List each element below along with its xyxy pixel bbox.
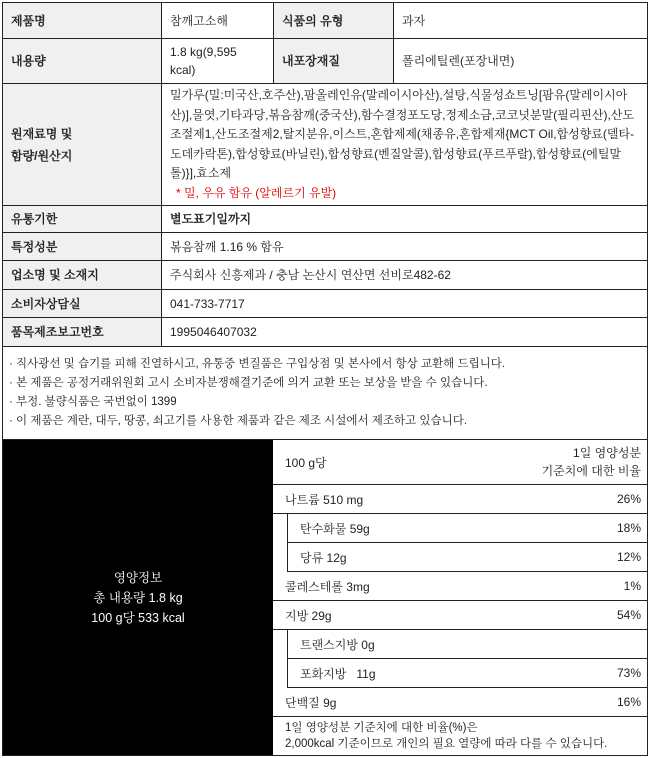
note: · 직사광선 및 습기를 피해 진열하시고, 유통중 변질품은 구입상점 및 본사에서 항상 교환해 드립니다. (9, 358, 506, 370)
value: 1995046407032 (162, 318, 648, 347)
nutrient-pct: 73% (616, 666, 641, 680)
value: 주식회사 신흥제과 / 충남 논산시 연산면 선비로482-62 (162, 261, 648, 290)
nutrient-row (287, 514, 647, 543)
label: 업소명 및 소재지 (3, 261, 162, 290)
nutrient-name: 나트륨 510 mg (285, 492, 364, 507)
value: 볶음참깨 1.16 % 함유 (162, 233, 648, 261)
note: · 부정. 불량식품은 국번없이 1399 (9, 396, 177, 408)
nutrient-row (273, 688, 647, 717)
nutrient-row (273, 572, 647, 601)
nutrition-footnote (273, 717, 647, 755)
header-left: 100 g당 (285, 455, 327, 470)
label: 식품의 유형 (274, 3, 394, 39)
nutrition-header (273, 440, 647, 485)
value: 1.8 kg(9,595 kcal) (162, 39, 274, 84)
nutrient-name: 콜레스테롤 3mg (285, 579, 370, 594)
value: 041-733-7717 (162, 290, 648, 318)
nutrient-row (273, 485, 647, 514)
nutrition-summary (3, 440, 273, 755)
nutrient-row (287, 659, 647, 688)
label: 내포장재질 (274, 39, 394, 84)
label: 소비자상담실 (3, 290, 162, 318)
label: 제품명 (3, 3, 162, 39)
nutrient-row (287, 543, 647, 572)
nutrient-name: 단백질 9g (285, 695, 337, 710)
nutrient-name: 포화지방 11g (300, 666, 376, 681)
nutrient-name: 트랜스지방 0g (300, 637, 375, 652)
label: 특정성분 (3, 233, 162, 261)
nutrient-pct: 1% (623, 579, 641, 593)
ingredients-text: 밀가루(밀:미국산,호주산),팜올레인유(말레이시아산),설탕,식물성쇼트닝[팜유(말레이시아산)],물엿,기타과당,볶음참깨(중국산),함수결정포도당,정제소금,코코넛분말(필리핀산),산도조절제1,산도조절제2,탈지분유,이스트,혼합제제(채종유,혼합제재{MCT Oil,합성향료(델타-도데카락톤),합성향료(바닐린),합성향료(벤질알콜),합성향료(푸르푸랄),합성향료(에틸말톨)}],효소제 (170, 88, 635, 180)
nutrient-name: 지방 29g (285, 608, 332, 623)
nutrient-pct: 12% (616, 550, 641, 564)
footnote-line: 2,000kcal 기준이므로 개인의 필요 열량에 따라 다를 수 있습니다. (285, 738, 608, 750)
header-right: 1일 영양성분 (573, 446, 641, 460)
note: · 이 제품은 계란, 대두, 땅콩, 쇠고기를 사용한 제품과 같은 제조 시설에서 제조하고 있습니다. (9, 415, 468, 427)
value: 과자 (394, 3, 648, 39)
note: · 본 제품은 공정거래위원회 고시 소비자분쟁해결기준에 의거 교환 또는 보상을 받을 수 있습니다. (9, 377, 488, 389)
allergy-warning: * 밀, 우유 함유 (알레르기 유발) (176, 185, 337, 200)
label: 유통기한 (3, 206, 162, 233)
label: 내용량 (3, 39, 162, 84)
nutrition-per: 100 g당 533 kcal (91, 610, 185, 625)
nutrient-name: 탄수화물 59g (300, 521, 370, 536)
nutrient-name: 당류 12g (300, 550, 347, 565)
nutrient-row (273, 601, 647, 630)
nutrient-pct: 26% (616, 492, 641, 506)
nutrition-facts (2, 440, 648, 756)
header-right: 기준치에 대한 비율 (541, 464, 641, 478)
nutrition-title: 영양정보 (113, 570, 163, 585)
label: 품목제조보고번호 (3, 318, 162, 347)
footnote-line: 1일 영양성분 기준치에 대한 비율(%)은 (285, 722, 478, 734)
nutrition-total: 총 내용량 1.8 kg (93, 590, 183, 605)
nutrient-row (287, 630, 647, 659)
value: 폴리에틸렌(포장내면) (394, 39, 648, 84)
product-info-table (2, 2, 648, 347)
nutrient-pct: 16% (616, 695, 641, 709)
nutrient-pct: 18% (616, 521, 641, 535)
nutrition-table (273, 440, 647, 755)
value: 참깨고소해 (162, 3, 274, 39)
value: 별도표기일까지 (162, 206, 648, 233)
label: 원재료명 및 함량/원산지 (3, 84, 162, 206)
nutrient-pct: 54% (616, 608, 641, 622)
notes-box (2, 347, 648, 440)
